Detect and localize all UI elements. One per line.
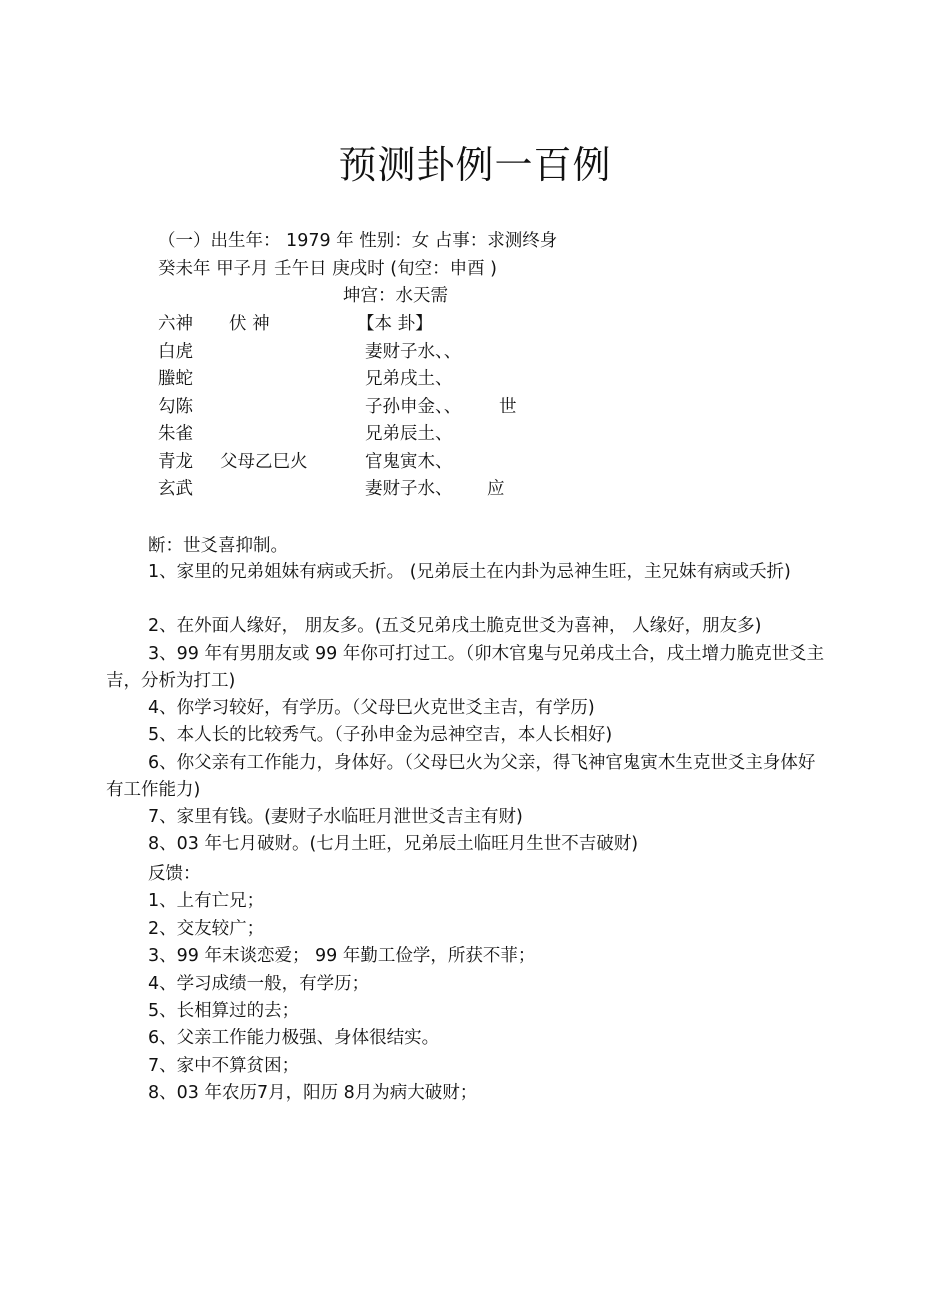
feedback-heading: 反馈：: [148, 864, 201, 884]
judgement-item: 1、家里的兄弟姐妹有病或夭折。 (兄弟辰土在内卦为忌神生旺，主兄妹有病或夭折): [148, 562, 791, 582]
judgement-item: 6、你父亲有工作能力，身体好。（父母巳火为父亲，得飞神官鬼寅木生克世爻主身体好有工作能力): [106, 753, 816, 800]
table-row-fushen: 父母乙巳火: [220, 452, 308, 472]
header-gong-line: 坤宫：水天需: [343, 286, 448, 306]
document-title: 预测卦例一百例: [338, 143, 612, 187]
table-row-yao: 妻财子水、、: [365, 342, 462, 362]
feedback-item: 5、长相算过的去；: [148, 1001, 300, 1021]
header-birth-line: （一）出生年： 1979 年 性别：女 占事：求测终身: [158, 231, 558, 251]
feedback-item: 1、上有亡兄；: [148, 891, 265, 911]
judgement-item: 2、在外面人缘好， 朋友多。(五爻兄弟戌土脆克世爻为喜神， 人缘好，朋友多): [148, 616, 762, 636]
feedback-item: 7、家中不算贫困；: [148, 1056, 300, 1076]
judgement-item: 7、家里有钱。(妻财子水临旺月泄世爻吉主有财): [148, 807, 523, 827]
feedback-item: 3、99 年末谈恋爱； 99 年勤工俭学，所获不菲；: [148, 946, 536, 966]
table-row-liushen: 勾陈: [158, 397, 193, 417]
table-row-liushen: 玄武: [158, 479, 193, 499]
feedback-item: 6、父亲工作能力极强、身体很结实。: [148, 1028, 440, 1048]
header-ganzhi-line: 癸未年 甲子月 壬午日 庚戌时 (旬空：申酉 ): [158, 259, 497, 279]
table-head-bengua: 【本 卦】: [357, 314, 433, 334]
judgement-item: 4、你学习较好，有学历。（父母巳火克世爻主吉，有学历): [148, 698, 595, 718]
table-row-yao: 妻财子水、: [365, 479, 453, 499]
feedback-item: 4、学习成绩一般，有学历；: [148, 974, 370, 994]
judgement-heading: 断：世爻喜抑制。: [148, 536, 288, 556]
table-head-liushen: 六神: [158, 314, 193, 334]
table-row-liushen: 朱雀: [158, 424, 193, 444]
judgement-item: 8、03 年七月破财。(七月土旺，兄弟辰土临旺月生世不吉破财): [148, 834, 639, 854]
table-row-ying-mark: 应: [487, 479, 505, 499]
table-row-liushen: 白虎: [158, 342, 193, 362]
table-row-yao: 兄弟戌土、: [365, 369, 453, 389]
table-row-shi-mark: 世: [499, 397, 517, 417]
judgement-item: 5、本人长的比较秀气。（子孙申金为忌神空吉，本人长相好): [148, 725, 613, 745]
table-row-liushen: 青龙: [158, 452, 193, 472]
feedback-item: 2、交友较广；: [148, 919, 265, 939]
feedback-item: 8、03 年农历7月，阳历 8月为病大破财；: [148, 1083, 478, 1103]
judgement-item: 3、99 年有男朋友或 99 年你可打过工。（卯木官鬼与兄弟戌土合，戌土增力脆克世爻主吉，分析为打工): [106, 644, 825, 691]
table-row-yao: 兄弟辰土、: [365, 424, 453, 444]
table-head-fushen: 伏 神: [229, 314, 270, 334]
table-row-yao: 官鬼寅木、: [365, 452, 453, 472]
table-row-liushen: 螣蛇: [158, 369, 193, 389]
table-row-yao: 子孙申金、、: [365, 397, 462, 417]
